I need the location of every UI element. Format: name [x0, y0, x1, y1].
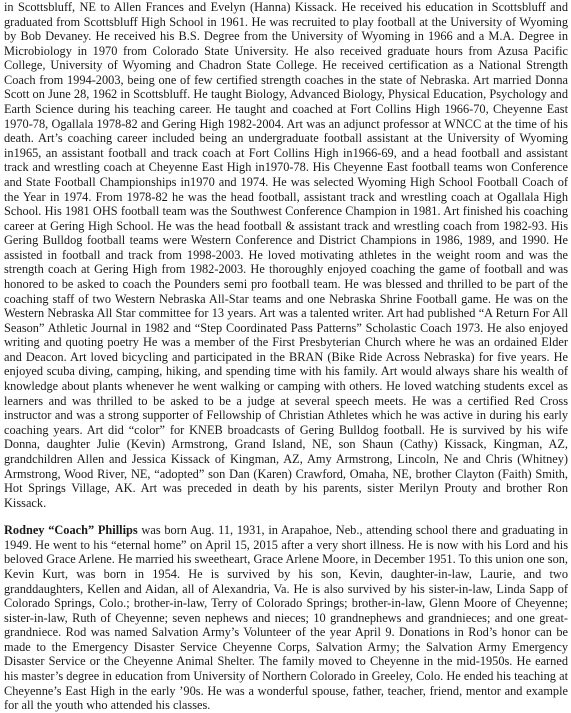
obituary-name: Rodney “Coach” Phillips: [4, 523, 138, 538]
obituary-body-text: was born Aug. 11, 1931, in Arapahoe, Neb., attending school there and graduating in 1949. He went to his “eternal home” on April 15, 2015 after a very short illness. He is now with his Lord and his beloved Grace Arlene. He married his sweetheart, Grace Arlene Moore, in December 1951. To this union one son, Kevin Kurt, was born in 1954. He is survived by his son, Kevin, daughter-in-law, Laurie, and two granddaughters, Kellen and Aidan, all of Alexandria, Va. He is also survived by his sister-in-law, Linda Sapp of Colorado Springs, Colo.; brother-in-law, Terry of Colorado Springs; brother-in-law, Glenn Moore of Cheyenne; sister-in-law, Ruth of Cheyenne; seven nephews and nieces; 10 grandnephews and grandnieces; and one great-grandniece. Rod was named Salvation Army’s Volunteer of the year April 9. Donations in Rod’s honor can be made to the Emergency Disaster Service Cheyenne Corps, Salvation Army; the Salvation Army Emergency Disaster Service or the Cheyenne Animal Shelter. The family moved to Cheyenne in the mid-1950s. He earned his master’s degree in education from University of Northern Colorado in Greeley, Colo. He ended his teaching at Cheyenne’s East High in the early ’90s. He was a wonderful spouse, father, teacher, friend, mentor and example for all the youth who attended his classes.: [4, 523, 568, 713]
document-page: [4, 0, 568, 713]
obituary-rodney-phillips: [4, 523, 568, 713]
obituary-art-kissack-text: in Scottsbluff, NE to Allen Frances and Evelyn (Hanna) Kissack. He received his education in Scottsbluff and graduated from Scottsbluff High School in 1961. He was recruited to play football at the University of Wyoming by Bob Devaney. He received his B.S. Degree from the University of Wyoming in 1966 and a M.A. Degree in Microbiology in 1970 from Colorado State University. He also received graduate hours from Azusa Pacific College, University of Wyoming and Chadron State College. He received certification as a National Strength Coach from 1994-2003, being one of few certified strength coaches in the state of Nebraska. Art married Donna Scott on June 28, 1962 in Scottsbluff. He taught Biology, Advanced Biology, Physical Education, Psychology and Earth Science during his teaching career. He taught and coached at Fort Collins High 1966-70, Cheyenne East 1970-78, Ogallala 1978-82 and Gering High 1982-2004. Art was an adjunct professor at WNCC at the time of his death. Art’s coaching career included being an undergraduate football assistant at the University of Wyoming in1965, an assistant football and track coach at Fort Collins High in1966-69, and a head football and assistant track and wrestling coach at Cheyenne East High in1970-78. His Cheyenne East football teams won Conference and State Football Championships in1970 and 1974. He was selected Wyoming High School Football Coach of the Year in 1974. From 1978-82 he was the head football, assistant track and wrestling coach at Ogallala High School. His 1981 OHS football team was the Southwest Conference Champion in 1981. Art finished his coaching career at Gering High School. He was the head football & assistant track and wrestling coach from 1982-93. His Gering Bulldog football teams were Western Conference and District Champions in 1986, 1989, and 1990. He assisted in football and track from 1998-2003. He loved motivating athletes in the weight room and was the strength coach at Gering High from 1982-2003. He thoroughly enjoyed coaching the game of football and was honored to be asked to coach the Pounders semi pro football team. He was blessed and thrilled to be part of the coaching staff of two Western Nebraska All-Star teams and one Nebraska Shrine Football game. He was on the Western Nebraska All Star committee for 13 years. Art was a talented writer. Art had published “A Return For All Season” Athletic Journal in 1982 and “Step Coordinated Pass Patterns” Scholastic Coach 1973. He also enjoyed writing and quoting poetry He was a member of the First Presbyterian Church where he was an ordained Elder and Deacon. Art loved bicycling and participated in the BRAN (Bike Ride Across Nebraska) for five years. He enjoyed scuba diving, camping, hiking, and spending time with his family. Art would always share his wealth of knowledge about plants whenever he went walking or camping with others. He loved watching students excel as learners and was thrilled to be asked to be a judge at several speech meets. He was a certified Red Cross instructor and was a strong supporter of Fellowship of Christian Athletes which he was active in during his early coaching years. Art did “color” for KNEB broadcasts of Gering Bulldog football. He is survived by his wife Donna, daughter Julie (Kevin) Armstrong, Grand Island, NE, son Shaun (Cathy) Kissack, Kingman, AZ, grandchildren Allen and Jessica Kissack of Kingman, AZ, Amy Armstrong, Lincoln, Ne and Chris (Whitney) Armstrong, Wood River, NE, “adopted” son Dan (Karen) Crawford, Omaha, NE, brother Clayton (Faith) Smith, Hot Springs Village, AK. Art was preceded in death by his parents, sister Merilyn Prouty and brother Ron Kissack.: [4, 0, 568, 510]
